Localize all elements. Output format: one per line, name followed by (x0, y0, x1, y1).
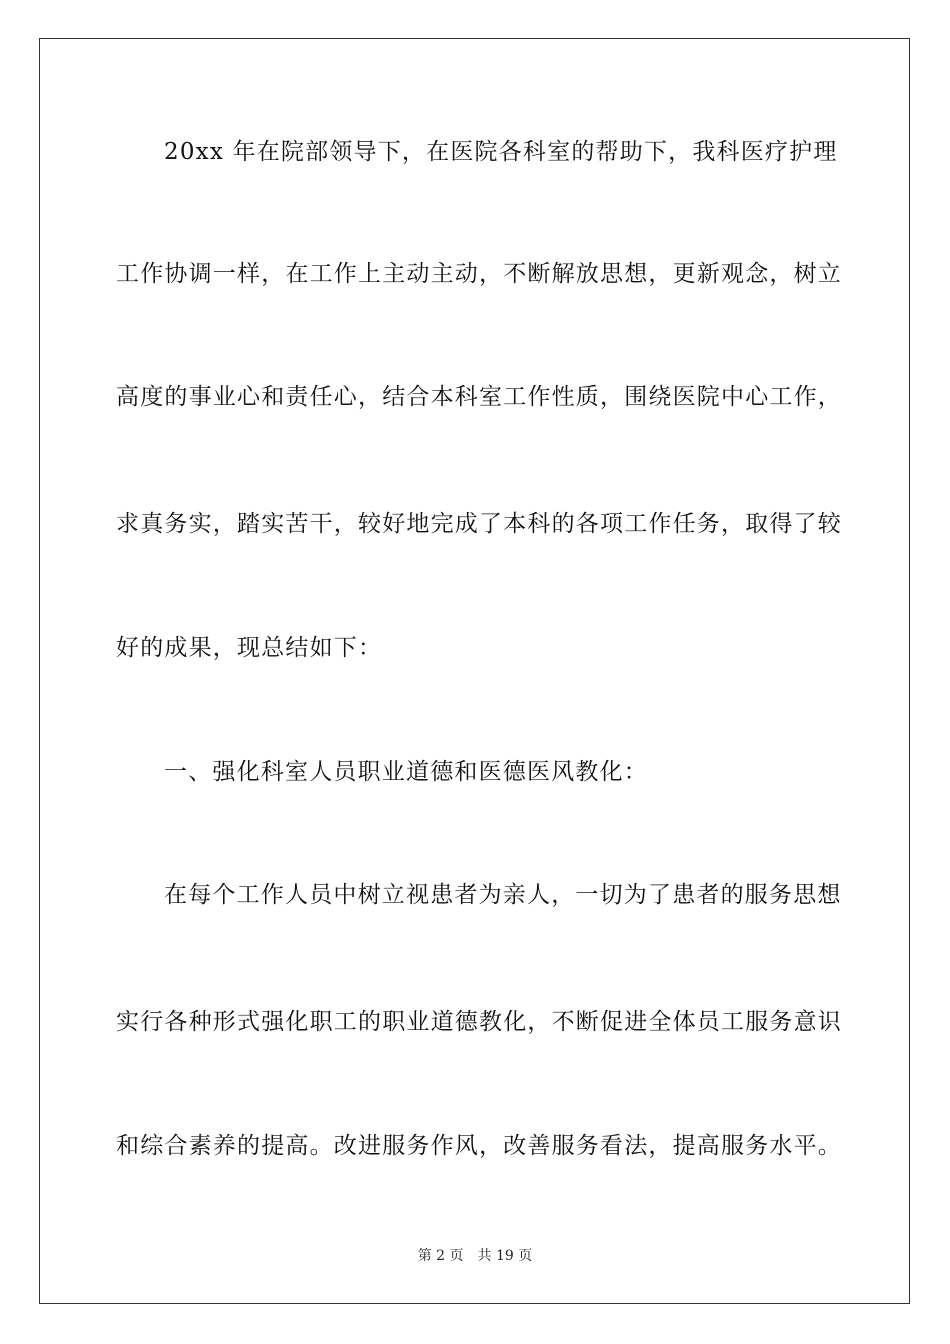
paragraph-1-line-2: 工作协调一样，在工作上主动主动，不断解放思想，更新观念，树立 (116, 261, 842, 287)
paragraph-1-line-5: 好的成果，现总结如下： (116, 635, 383, 661)
paragraph-2-line-3: 和综合素养的提高。改进服务作风，改善服务看法，提高服务水平。 (116, 1133, 842, 1159)
paragraph-1-line-4: 求真务实，踏实苦干，较好地完成了本科的各项工作任务，取得了较 (116, 511, 842, 537)
paragraph-2-line-2: 实行各种形式强化职工的职业道德教化，不断促进全体员工服务意识 (116, 1009, 842, 1035)
paragraph-1-line-3: 高度的事业心和责任心，结合本科室工作性质，围绕医院中心工作， (116, 384, 842, 410)
paragraph-2-line-1: 在每个工作人员中树立视患者为亲人，一切为了患者的服务思想 (164, 882, 842, 908)
page-border (39, 38, 910, 1304)
page-number: 第 2 页 共 19 页 (417, 1248, 533, 1264)
section-heading: 一、强化科室人员职业道德和医德医风教化： (164, 759, 648, 785)
paragraph-1-line-1: 20xx 年在院部领导下，在医院各科室的帮助下，我科医疗护理 (164, 139, 838, 165)
